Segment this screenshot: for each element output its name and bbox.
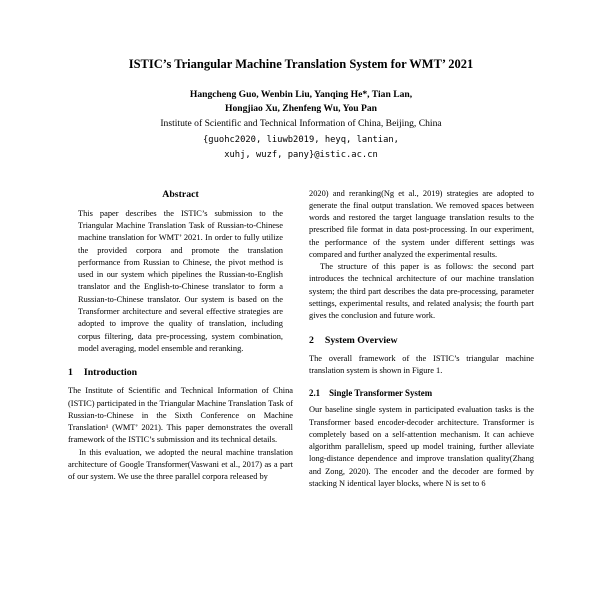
section-2-heading bbox=[309, 335, 534, 347]
author-list bbox=[68, 88, 534, 116]
email-line-1: {guohc2020, liuwb2019, heyq, lantian, bbox=[203, 135, 399, 146]
affiliation: Institute of Scientific and Technical Information of China, Beijing, China bbox=[160, 118, 442, 130]
right-paragraph-1: 2020) and reranking(Ng et al., 2019) strategies are adopted to generate the final output translation. We removed spaces between words and restored the target language translation results to the prescribed file format in data post-processing. In our experiment, the performance of the system under different settings was compared and further analyzed the experimental results. bbox=[309, 188, 534, 259]
left-column bbox=[68, 188, 293, 491]
abstract-body bbox=[68, 208, 293, 355]
intro-paragraph-2: In this evaluation, we adopted the neural machine translation architecture of Google Transformer(Vaswani et al., 2017) as a part of our system. We use the three parallel corpora released by bbox=[68, 447, 293, 482]
section-2-1-paragraph: Our baseline single system in participated evaluation tasks is the Transformer based encoder-decoder architecture. Transformer is completely based on a self-attention mechanism. It can achieve algorithm parallelism, speed up model training, further alleviate long-distance dependence and improve translation quality(Zhang and Zong, 2020). The encoder and the decoder are formed by stacking N identical layer blocks, where N is set to 6 bbox=[309, 405, 534, 488]
two-column-body bbox=[68, 188, 534, 491]
section-2-1-title: Single Transformer System bbox=[329, 388, 433, 399]
right-paragraph-2: The structure of this paper is as follows: the second part introduces the technical architecture of our machine translation system; the third part describes the data pre-processing, parameter settings, experimental results, and related analysis; the fourth part gives the conclusion and future work. bbox=[309, 262, 534, 321]
paper-title: ISTIC’s Triangular Machine Translation System for WMT’ 2021 bbox=[128, 57, 474, 71]
section-2-1-number: 2.1 bbox=[309, 388, 321, 399]
intro-paragraph-1: The Institute of Scientific and Technical Information of China (ISTIC) participated in the Triangular Machine Translation Task of Russian-to-Chinese in the Sixth Conference on Machine Translation¹ (WMT’ 2021). This paper demonstrates the overall framework of the ISTIC’s submission and its technical details. bbox=[68, 386, 293, 445]
section-1-number: 1 bbox=[68, 367, 73, 379]
author-line-1: Hangcheng Guo, Wenbin Liu, Yanqing He*, Tian Lan, bbox=[189, 89, 413, 101]
section-2-number: 2 bbox=[309, 334, 314, 346]
paper-front-matter bbox=[68, 56, 534, 162]
email-line-2: xuhj, wuzf, pany}@istic.ac.cn bbox=[224, 149, 378, 160]
section-1-heading bbox=[68, 367, 293, 379]
section-2-paragraph: The overall framework of the ISTIC’s triangular machine translation system is shown in Figure 1. bbox=[309, 353, 534, 375]
section-2-title: System Overview bbox=[324, 334, 398, 346]
abstract-paragraph: This paper describes the ISTIC’s submission to the Triangular Machine Translation Task of Russian-to-Chinese machine translation for WMT’ 2021. In order to fully utilize the provided corpora and promote the translation performance from Russian to Chinese, the pivot method is used in our system which pipelines the Russian-to-English translator and the English-to-Chinese translator to form a Russian-to-Chinese translator. Our system is based on the Transformer architecture and several effective strategies are adopted to improve the quality of translation, including corpus filtering, data pre-processing, system combination, model averaging, model ensemble and reranking. bbox=[78, 208, 283, 353]
abstract-heading: Abstract bbox=[162, 188, 199, 200]
section-1-title: Introduction bbox=[83, 367, 138, 379]
author-emails bbox=[68, 133, 534, 161]
right-column bbox=[309, 188, 534, 491]
section-2-1-heading bbox=[309, 388, 534, 399]
author-line-2: Hongjiao Xu, Zhenfeng Wu, You Pan bbox=[224, 103, 378, 115]
